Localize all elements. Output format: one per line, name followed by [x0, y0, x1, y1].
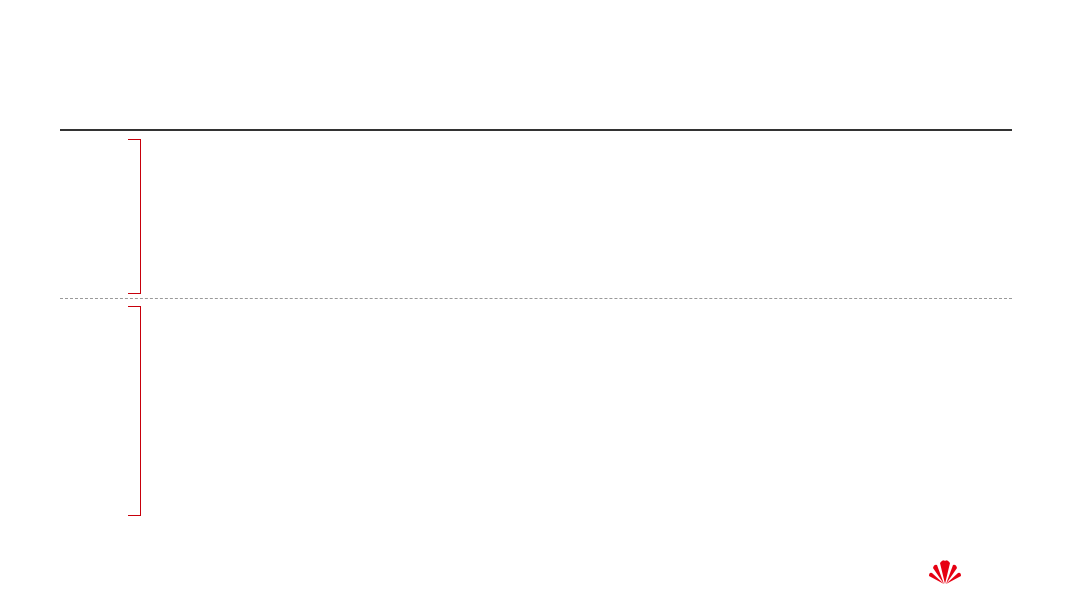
top-nav-secondary	[792, 16, 1080, 34]
huawei-flower-icon	[928, 559, 962, 585]
tab-accessible[interactable]	[793, 16, 864, 34]
category-bracket	[128, 306, 141, 516]
top-nav-primary	[897, 0, 1080, 15]
tab-affordable[interactable]	[937, 16, 1008, 34]
tab-2i-tech[interactable]	[1020, 0, 1080, 15]
tab-applicable[interactable]	[1009, 16, 1080, 34]
header-divider	[60, 129, 1012, 131]
section-divider	[60, 298, 1012, 299]
huawei-logo	[928, 559, 967, 585]
tab-4a-network[interactable]	[898, 0, 958, 15]
category-bracket	[128, 139, 141, 294]
tab-3c-compute[interactable]	[959, 0, 1019, 15]
tab-advanced[interactable]	[865, 16, 936, 34]
